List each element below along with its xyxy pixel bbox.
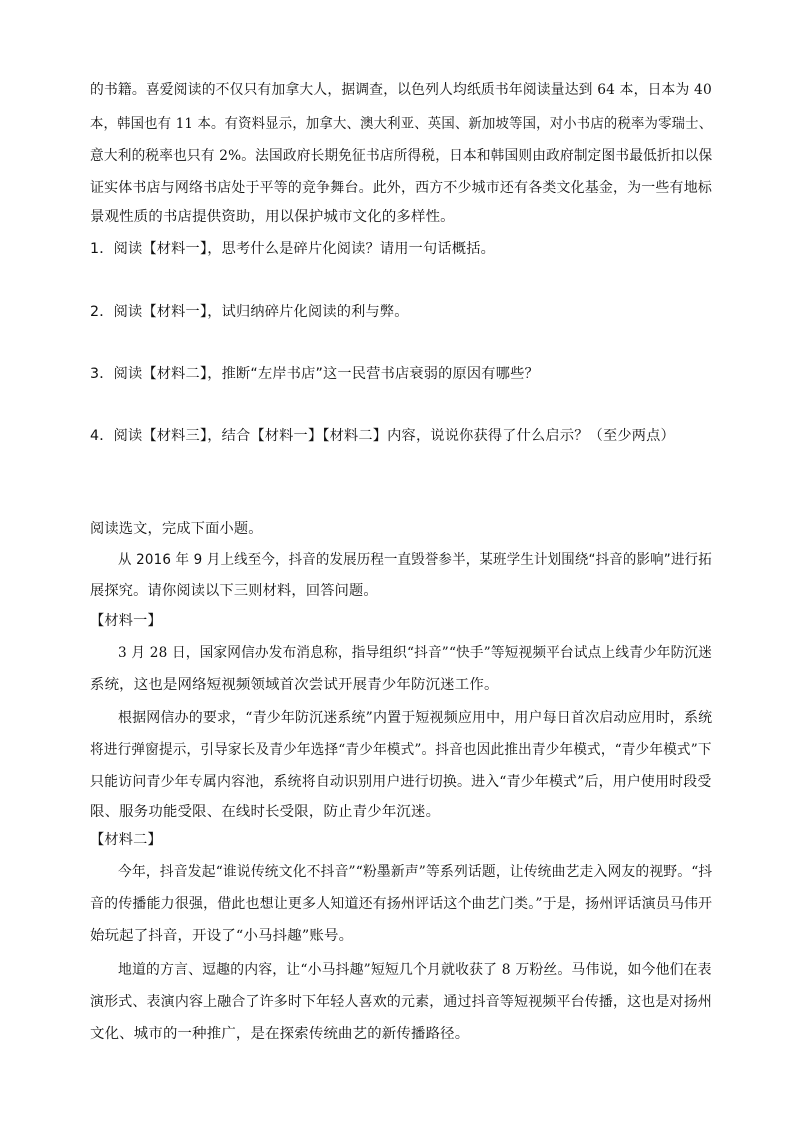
material2-line: 始玩起了抖音，开设了“小马抖趣”账号。: [90, 928, 354, 944]
material2-line: 今年，抖音发起“谁说传统文化不抖音”“粉墨新声”等系列话题，让传统曲艺走入网友的视野。“抖: [118, 864, 713, 880]
question-4: 4．阅读【材料三】，结合【材料一】【材料二】内容，说说你获得了什么启示？（至少两点）: [90, 428, 675, 444]
passage-line: 意大利的税率也只有 2%。法国政府长期免征书店所得税，日本和韩国则由政府制定图书最低折扣以保: [90, 148, 713, 164]
material1-line: 将进行弹窗提示，引导家长及青少年选择“青少年模式”。抖音也因此推出青少年模式，“青少年模式”下: [90, 742, 712, 758]
material2-line: 文化、城市的一种推广，是在探索传统曲艺的新传播路径。: [90, 1026, 470, 1042]
material2-line: 地道的方言、逗趣的内容，让“小马抖趣”短短几个月就收获了 8 万粉丝。马伟说，如今他们在表: [118, 962, 712, 978]
passage-line: 本，韩国也有 11 本。有资料显示，加拿大、澳大利亚、英国、新加坡等国，对小书店的税率为零瑞士、: [90, 116, 713, 132]
material1-line: 限、服务功能受限、在线时长受限，防止青少年沉迷。: [90, 804, 441, 820]
material1-heading: 【材料一】: [90, 613, 162, 629]
material1-line: 只能访问青少年专属内容池，系统将自动识别用户进行切换。进入“青少年模式”后，用户使用时段受: [90, 774, 712, 790]
material2-line: 音的传播能力很强，借此也想让更多人知道还有扬州评话这个曲艺门类。”于是，扬州评话演员马伟开: [90, 896, 713, 912]
question-1: 1．阅读【材料一】，思考什么是碎片化阅读？请用一句话概括。: [90, 241, 495, 257]
intro-line: 从 2016 年 9 月上线至今，抖音的发展历程一直毁誉参半，某班学生计划围绕“抖音的影响”进行拓: [118, 552, 712, 568]
question-3: 3．阅读【材料二】，推断“左岸书店”这一民营书店衰弱的原因有哪些？: [90, 366, 539, 382]
passage-line: 景观性质的书店提供资助，用以保护城市文化的多样性。: [90, 209, 455, 225]
material2-heading: 【材料二】: [90, 832, 162, 848]
passage-line: 的书籍。喜爱阅读的不仅只有加拿大人，据调查，以色列人均纸质书年阅读量达到 64 本，日本为 40: [90, 82, 712, 98]
question-2: 2．阅读【材料一】，试归纳碎片化阅读的利与弊。: [90, 304, 409, 320]
material1-line: 3 月 28 日，国家网信办发布消息称，指导组织“抖音”“快手”等短视频平台试点上线青少年防沉迷: [118, 645, 713, 661]
material2-line: 演形式、表演内容上融合了许多时下年轻人喜欢的元素，通过抖音等短视频平台传播，这也是对扬州: [90, 994, 712, 1010]
material1-line: 根据网信办的要求，“青少年防沉迷系统”内置于短视频应用中，用户每日首次启动应用时，系统: [118, 710, 713, 726]
section-instruction: 阅读选文，完成下面小题。: [90, 521, 263, 537]
material1-line: 系统，这也是网络短视频领域首次尝试开展青少年防沉迷工作。: [90, 677, 499, 693]
intro-line: 展探究。请你阅读以下三则材料，回答问题。: [90, 583, 378, 599]
passage-line: 证实体书店与网络书店处于平等的竞争舞台。此外，西方不少城市还有各类文化基金，为一些有地标: [90, 180, 712, 196]
